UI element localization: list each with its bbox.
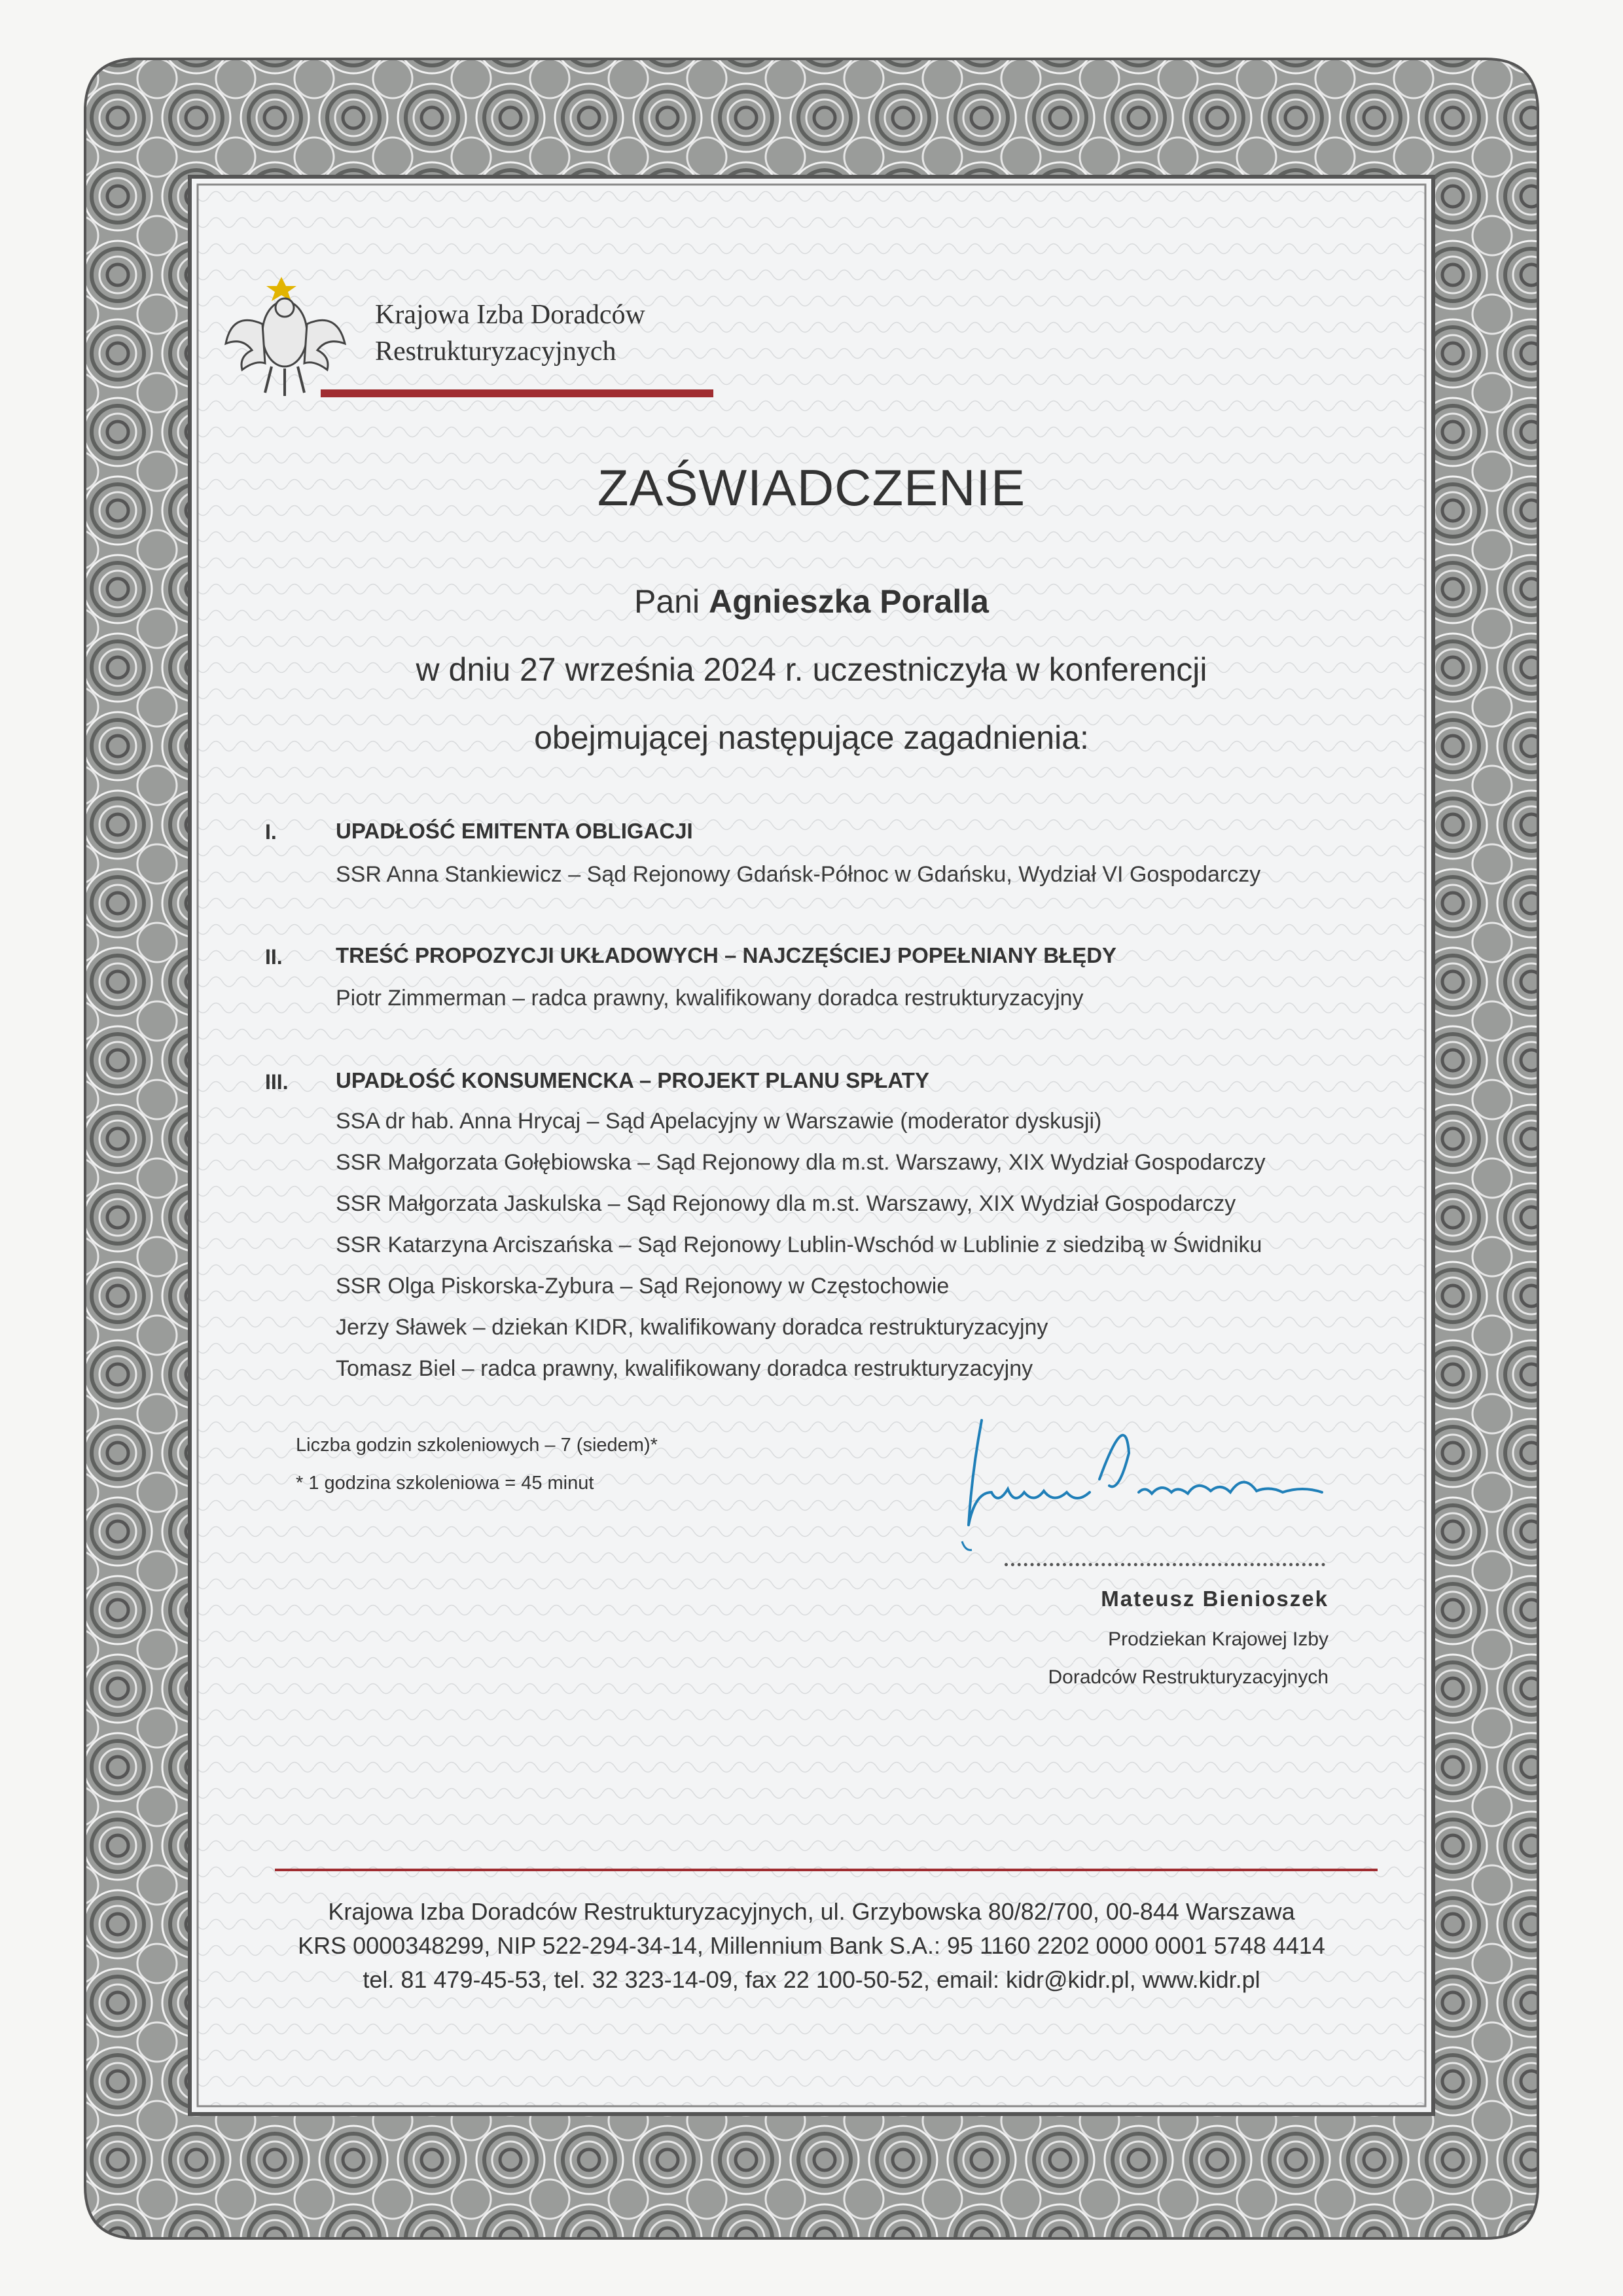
signature-dotted-line [1005, 1563, 1325, 1566]
speaker-line: Piotr Zimmerman – radca prawny, kwalifikowany doradca restrukturyzacyjny [336, 986, 1084, 1011]
speaker-line: SSR Anna Stankiewicz – Sąd Rejonowy Gdańsk-Północ w Gdańsku, Wydział VI Gospodarczy [336, 862, 1261, 887]
topic-number: II. [265, 945, 283, 969]
recipient-name: Agnieszka Poralla [709, 583, 989, 620]
handwritten-signature [903, 1394, 1440, 1558]
footer-contact: tel. 81 479-45-53, tel. 32 323-14-09, fax 22 100-50-52, email: kidr@kidr.pl, www.kidr.pl [363, 1966, 1260, 1993]
signer-role-line1: Prodziekan Krajowej Izby [1108, 1628, 1329, 1650]
speaker-line: Jerzy Sławek – dziekan KIDR, kwalifikowany doradca restrukturyzacyjny [336, 1315, 1048, 1340]
footer-address: Krajowa Izba Doradców Restrukturyzacyjnych, ul. Grzybowska 80/82/700, 00-844 Warszawa [328, 1898, 1295, 1925]
speaker-line: SSR Małgorzata Gołębiowska – Sąd Rejonowy dla m.st. Warszawy, XIX Wydział Gospodarczy [336, 1150, 1266, 1175]
recipient-line [0, 583, 1623, 620]
org-name-line2: Restrukturyzacyjnych [375, 336, 616, 367]
footnote: * 1 godzina szkoleniowa = 45 minut [296, 1473, 594, 1494]
topic-title: UPADŁOŚĆ KONSUMENCKA – PROJEKT PLANU SPŁATY [336, 1068, 929, 1092]
footer-registry: KRS 0000348299, NIP 522-294-34-14, Millennium Bank S.A.: 95 1160 2202 0000 0001 5748 4414 [298, 1932, 1325, 1959]
intro-line-3: obejmującej następujące zagadnienia: [534, 719, 1089, 756]
signer-role-line2: Doradców Restrukturyzacyjnych [1048, 1666, 1329, 1688]
speaker-line: Tomasz Biel – radca prawny, kwalifikowany doradca restrukturyzacyjny [336, 1356, 1033, 1381]
document-title: ZAŚWIADCZENIE [597, 459, 1026, 516]
white-eagle-icon [219, 272, 357, 403]
speaker-line: SSA dr hab. Anna Hrycaj – Sąd Apelacyjny w Warszawie (moderator dyskusji) [336, 1109, 1102, 1134]
intro-line-2: w dniu 27 września 2024 r. uczestniczyła w konferencji [416, 651, 1207, 688]
org-name-line1: Krajowa Izba Doradców [375, 300, 645, 330]
speaker-line: SSR Katarzyna Arciszańska – Sąd Rejonowy Lublin-Wschód w Lublinie z siedzibą w Świdniku [336, 1232, 1262, 1257]
training-hours: Liczba godzin szkoleniowych – 7 (siedem)* [296, 1435, 658, 1456]
salutation: Pani [634, 583, 700, 620]
topic-number: I. [265, 820, 277, 844]
accent-rule [321, 389, 713, 397]
topic-number: III. [265, 1070, 289, 1094]
topic-title: UPADŁOŚĆ EMITENTA OBLIGACJI [336, 819, 693, 843]
speaker-line: SSR Małgorzata Jaskulska – Sąd Rejonowy dla m.st. Warszawy, XIX Wydział Gospodarczy [336, 1191, 1236, 1216]
speaker-line: SSR Olga Piskorska-Zybura – Sąd Rejonowy w Częstochowie [336, 1274, 950, 1299]
signature-block [890, 1407, 1348, 1708]
org-header [219, 272, 717, 403]
signer-name: Mateusz Bienioszek [1101, 1587, 1329, 1611]
footer-rule [275, 1869, 1378, 1871]
topic-title: TREŚĆ PROPOZYCJI UKŁADOWYCH – NAJCZĘŚCIEJ POPEŁNIANY BŁĘDY [336, 943, 1117, 967]
org-name [375, 296, 645, 370]
